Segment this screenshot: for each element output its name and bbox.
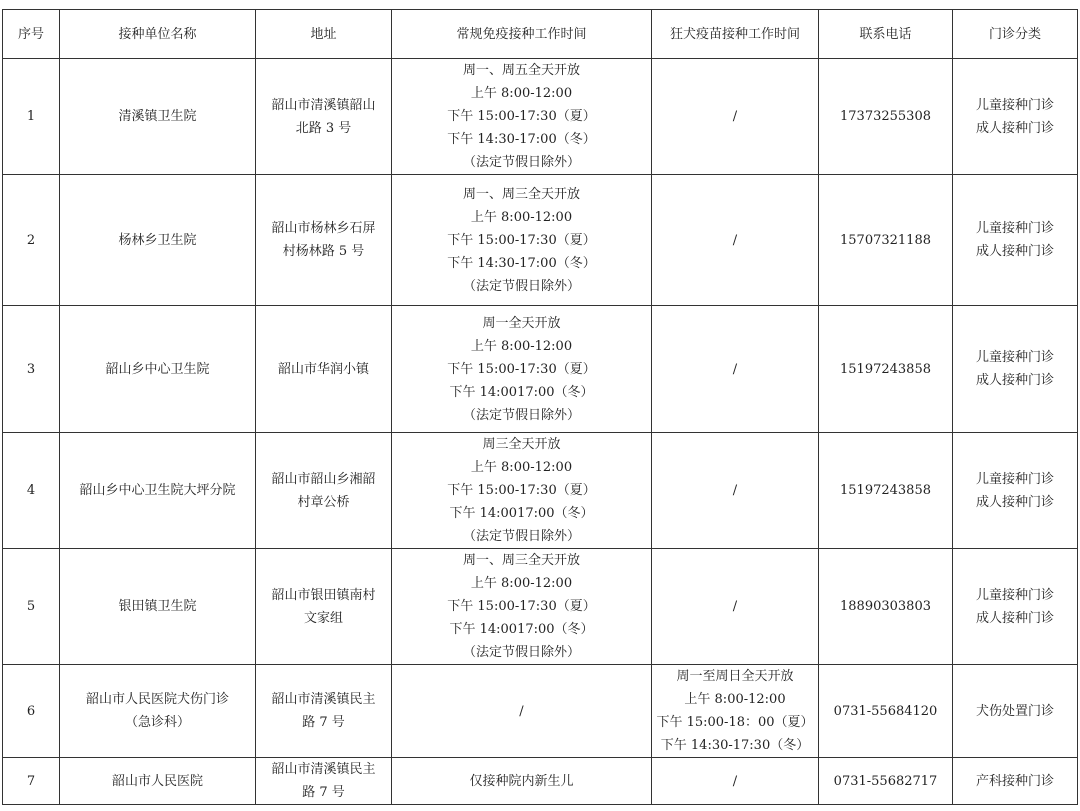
cell-category-line: 犬伤处置门诊	[975, 703, 1054, 719]
header-address: 地址	[256, 10, 392, 59]
header-rabies: 狂犬疫苗接种工作时间	[652, 10, 819, 59]
cell-category-line: 产科接种门诊	[975, 773, 1054, 789]
cell-address-line: 韶山市韶山乡湘韶	[271, 471, 376, 487]
header-routine: 常规免疫接种工作时间	[392, 10, 652, 59]
cell-address-line: 路 7 号	[302, 785, 345, 800]
cell-category	[953, 59, 1078, 175]
cell-unit-line: 韶山乡中心卫生院大坪分院	[79, 483, 236, 498]
cell-routine	[392, 758, 652, 805]
cell-unit-line: 杨林乡卫生院	[118, 232, 197, 248]
cell-routine-line: 仅接种院内新生儿	[469, 773, 574, 789]
cell-address	[256, 549, 392, 665]
cell-unit	[60, 549, 256, 665]
cell-phone: 17373255308	[819, 59, 953, 175]
cell-routine-line: （法定节假日除外）	[462, 278, 580, 294]
header-unit: 接种单位名称	[60, 10, 256, 59]
cell-address-line: 韶山市银田镇南村	[271, 587, 376, 603]
cell-no: 5	[3, 549, 60, 665]
cell-category	[953, 758, 1078, 805]
cell-routine-line: 下午 14:0017:00（冬）	[449, 384, 594, 400]
table-row	[3, 549, 1078, 665]
cell-routine-line: （法定节假日除外）	[462, 407, 580, 423]
cell-routine-line: 上午 8:00-12:00	[470, 86, 573, 101]
cell-routine-line: 下午 14:0017:00（冬）	[449, 506, 594, 521]
cell-routine-line: 周一、周三全天开放	[462, 186, 580, 202]
cell-unit-line: 清溪镇卫生院	[118, 109, 197, 124]
cell-routine-line: 上午 8:00-12:00	[470, 460, 573, 475]
header-no: 序号	[3, 10, 60, 59]
table-header-row	[3, 10, 1078, 59]
cell-routine-line: 上午 8:00-12:00	[470, 338, 573, 354]
cell-rabies-line: 下午 15:00-18：00（夏）	[656, 715, 814, 730]
table-row	[3, 59, 1078, 175]
cell-address	[256, 433, 392, 549]
cell-no: 7	[3, 758, 60, 805]
cell-unit-line: 韶山乡中心卫生院	[105, 361, 210, 377]
cell-rabies	[652, 175, 819, 306]
cell-routine-line: 下午 15:00-17:30（夏）	[447, 109, 596, 124]
cell-routine-line: （法定节假日除外）	[462, 645, 580, 660]
cell-address	[256, 665, 392, 758]
cell-address-line: 韶山市清溪镇韶山	[271, 97, 376, 113]
cell-address-line: 韶山市清溪镇民主	[271, 762, 376, 777]
cell-unit-line: 韶山市人民医院	[111, 773, 203, 789]
cell-rabies-line: /	[732, 232, 738, 248]
cell-unit-line: 银田镇卫生院	[118, 599, 197, 614]
table-row	[3, 175, 1078, 306]
table-row	[3, 433, 1078, 549]
cell-routine-line: 下午 15:00-17:30（夏）	[447, 361, 596, 377]
cell-category	[953, 306, 1078, 433]
cell-address-line: 村杨林路 5 号	[282, 244, 365, 259]
cell-unit	[60, 433, 256, 549]
cell-category-line: 儿童接种门诊	[975, 471, 1054, 487]
cell-routine-line: 周一全天开放	[482, 315, 561, 331]
cell-no: 6	[3, 665, 60, 758]
cell-routine-line: 下午 14:0017:00（冬）	[449, 622, 594, 637]
cell-routine-line: 下午 14:30-17:00（冬）	[447, 255, 596, 271]
cell-address	[256, 175, 392, 306]
cell-rabies-line: /	[732, 109, 738, 124]
cell-address-line: 韶山市杨林乡石屏	[271, 221, 376, 236]
cell-routine-line: 下午 15:00-17:30（夏）	[447, 483, 596, 498]
vaccination-clinic-table	[2, 9, 1078, 805]
cell-routine-line: （法定节假日除外）	[462, 155, 580, 170]
cell-rabies-line: 上午 8:00-12:00	[684, 692, 786, 707]
cell-category-line: 儿童接种门诊	[975, 97, 1054, 113]
cell-rabies	[652, 59, 819, 175]
cell-no: 4	[3, 433, 60, 549]
cell-category-line: 儿童接种门诊	[975, 221, 1054, 236]
cell-routine	[392, 433, 652, 549]
cell-address-line: 村章公桥	[297, 494, 350, 510]
cell-phone: 15707321188	[819, 175, 953, 306]
cell-category-line: 儿童接种门诊	[975, 350, 1054, 365]
cell-unit	[60, 758, 256, 805]
cell-address	[256, 306, 392, 433]
cell-no: 1	[3, 59, 60, 175]
cell-routine	[392, 549, 652, 665]
cell-routine	[392, 175, 652, 306]
cell-unit	[60, 306, 256, 433]
cell-rabies-line: 下午 14:30-17:30（冬）	[660, 738, 810, 753]
cell-category	[953, 175, 1078, 306]
cell-phone: 15197243858	[819, 306, 953, 433]
cell-phone: 15197243858	[819, 433, 953, 549]
cell-address-line: 北路 3 号	[295, 120, 352, 136]
cell-routine	[392, 665, 652, 758]
cell-routine	[392, 306, 652, 433]
table-row	[3, 306, 1078, 433]
cell-category-line: 成人接种门诊	[975, 610, 1054, 626]
cell-address-line: 路 7 号	[302, 715, 345, 730]
cell-category-line: 成人接种门诊	[975, 244, 1054, 259]
cell-address-line: 文家组	[303, 610, 343, 626]
cell-category	[953, 433, 1078, 549]
cell-address	[256, 59, 392, 175]
cell-rabies	[652, 665, 819, 758]
cell-routine	[392, 59, 652, 175]
cell-rabies	[652, 549, 819, 665]
cell-routine-line: 周一、周三全天开放	[462, 553, 580, 568]
cell-routine-line: 下午 14:30-17:00（冬）	[447, 132, 596, 147]
cell-rabies-line: /	[732, 361, 738, 377]
cell-address-line: 韶山市清溪镇民主	[271, 692, 376, 707]
cell-phone: 18890303803	[819, 549, 953, 665]
cell-rabies-line: /	[732, 483, 738, 498]
cell-phone: 0731-55684120	[819, 665, 953, 758]
cell-routine-line: 下午 15:00-17:30（夏）	[447, 599, 596, 614]
cell-rabies-line: /	[732, 599, 738, 614]
cell-rabies	[652, 758, 819, 805]
cell-unit-line: 韶山市人民医院犬伤门诊	[85, 692, 229, 707]
cell-routine-line: /	[519, 703, 524, 719]
cell-rabies	[652, 433, 819, 549]
cell-unit	[60, 59, 256, 175]
cell-category-line: 成人接种门诊	[975, 120, 1054, 136]
cell-unit	[60, 665, 256, 758]
cell-category-line: 成人接种门诊	[975, 373, 1054, 388]
cell-routine-line: （法定节假日除外）	[462, 529, 580, 544]
table-row	[3, 758, 1078, 805]
cell-no: 3	[3, 306, 60, 433]
cell-phone: 0731-55682717	[819, 758, 953, 805]
cell-routine-line: 下午 15:00-17:30（夏）	[447, 232, 596, 248]
cell-rabies-line: /	[732, 773, 738, 789]
cell-unit-line: （急诊科）	[124, 715, 190, 730]
cell-address	[256, 758, 392, 805]
cell-routine-line: 周三全天开放	[482, 437, 561, 452]
cell-address-line: 韶山市华润小镇	[277, 361, 369, 377]
header-category: 门诊分类	[953, 10, 1078, 59]
cell-rabies-line: 周一至周日全天开放	[676, 669, 794, 684]
cell-rabies	[652, 306, 819, 433]
cell-category-line: 成人接种门诊	[975, 494, 1054, 510]
cell-no: 2	[3, 175, 60, 306]
cell-routine-line: 上午 8:00-12:00	[470, 209, 573, 225]
cell-routine-line: 上午 8:00-12:00	[470, 576, 573, 591]
cell-category	[953, 549, 1078, 665]
cell-routine-line: 周一、周五全天开放	[462, 63, 580, 78]
cell-unit	[60, 175, 256, 306]
cell-category-line: 儿童接种门诊	[975, 587, 1054, 603]
cell-category	[953, 665, 1078, 758]
table-row	[3, 665, 1078, 758]
header-phone: 联系电话	[819, 10, 953, 59]
